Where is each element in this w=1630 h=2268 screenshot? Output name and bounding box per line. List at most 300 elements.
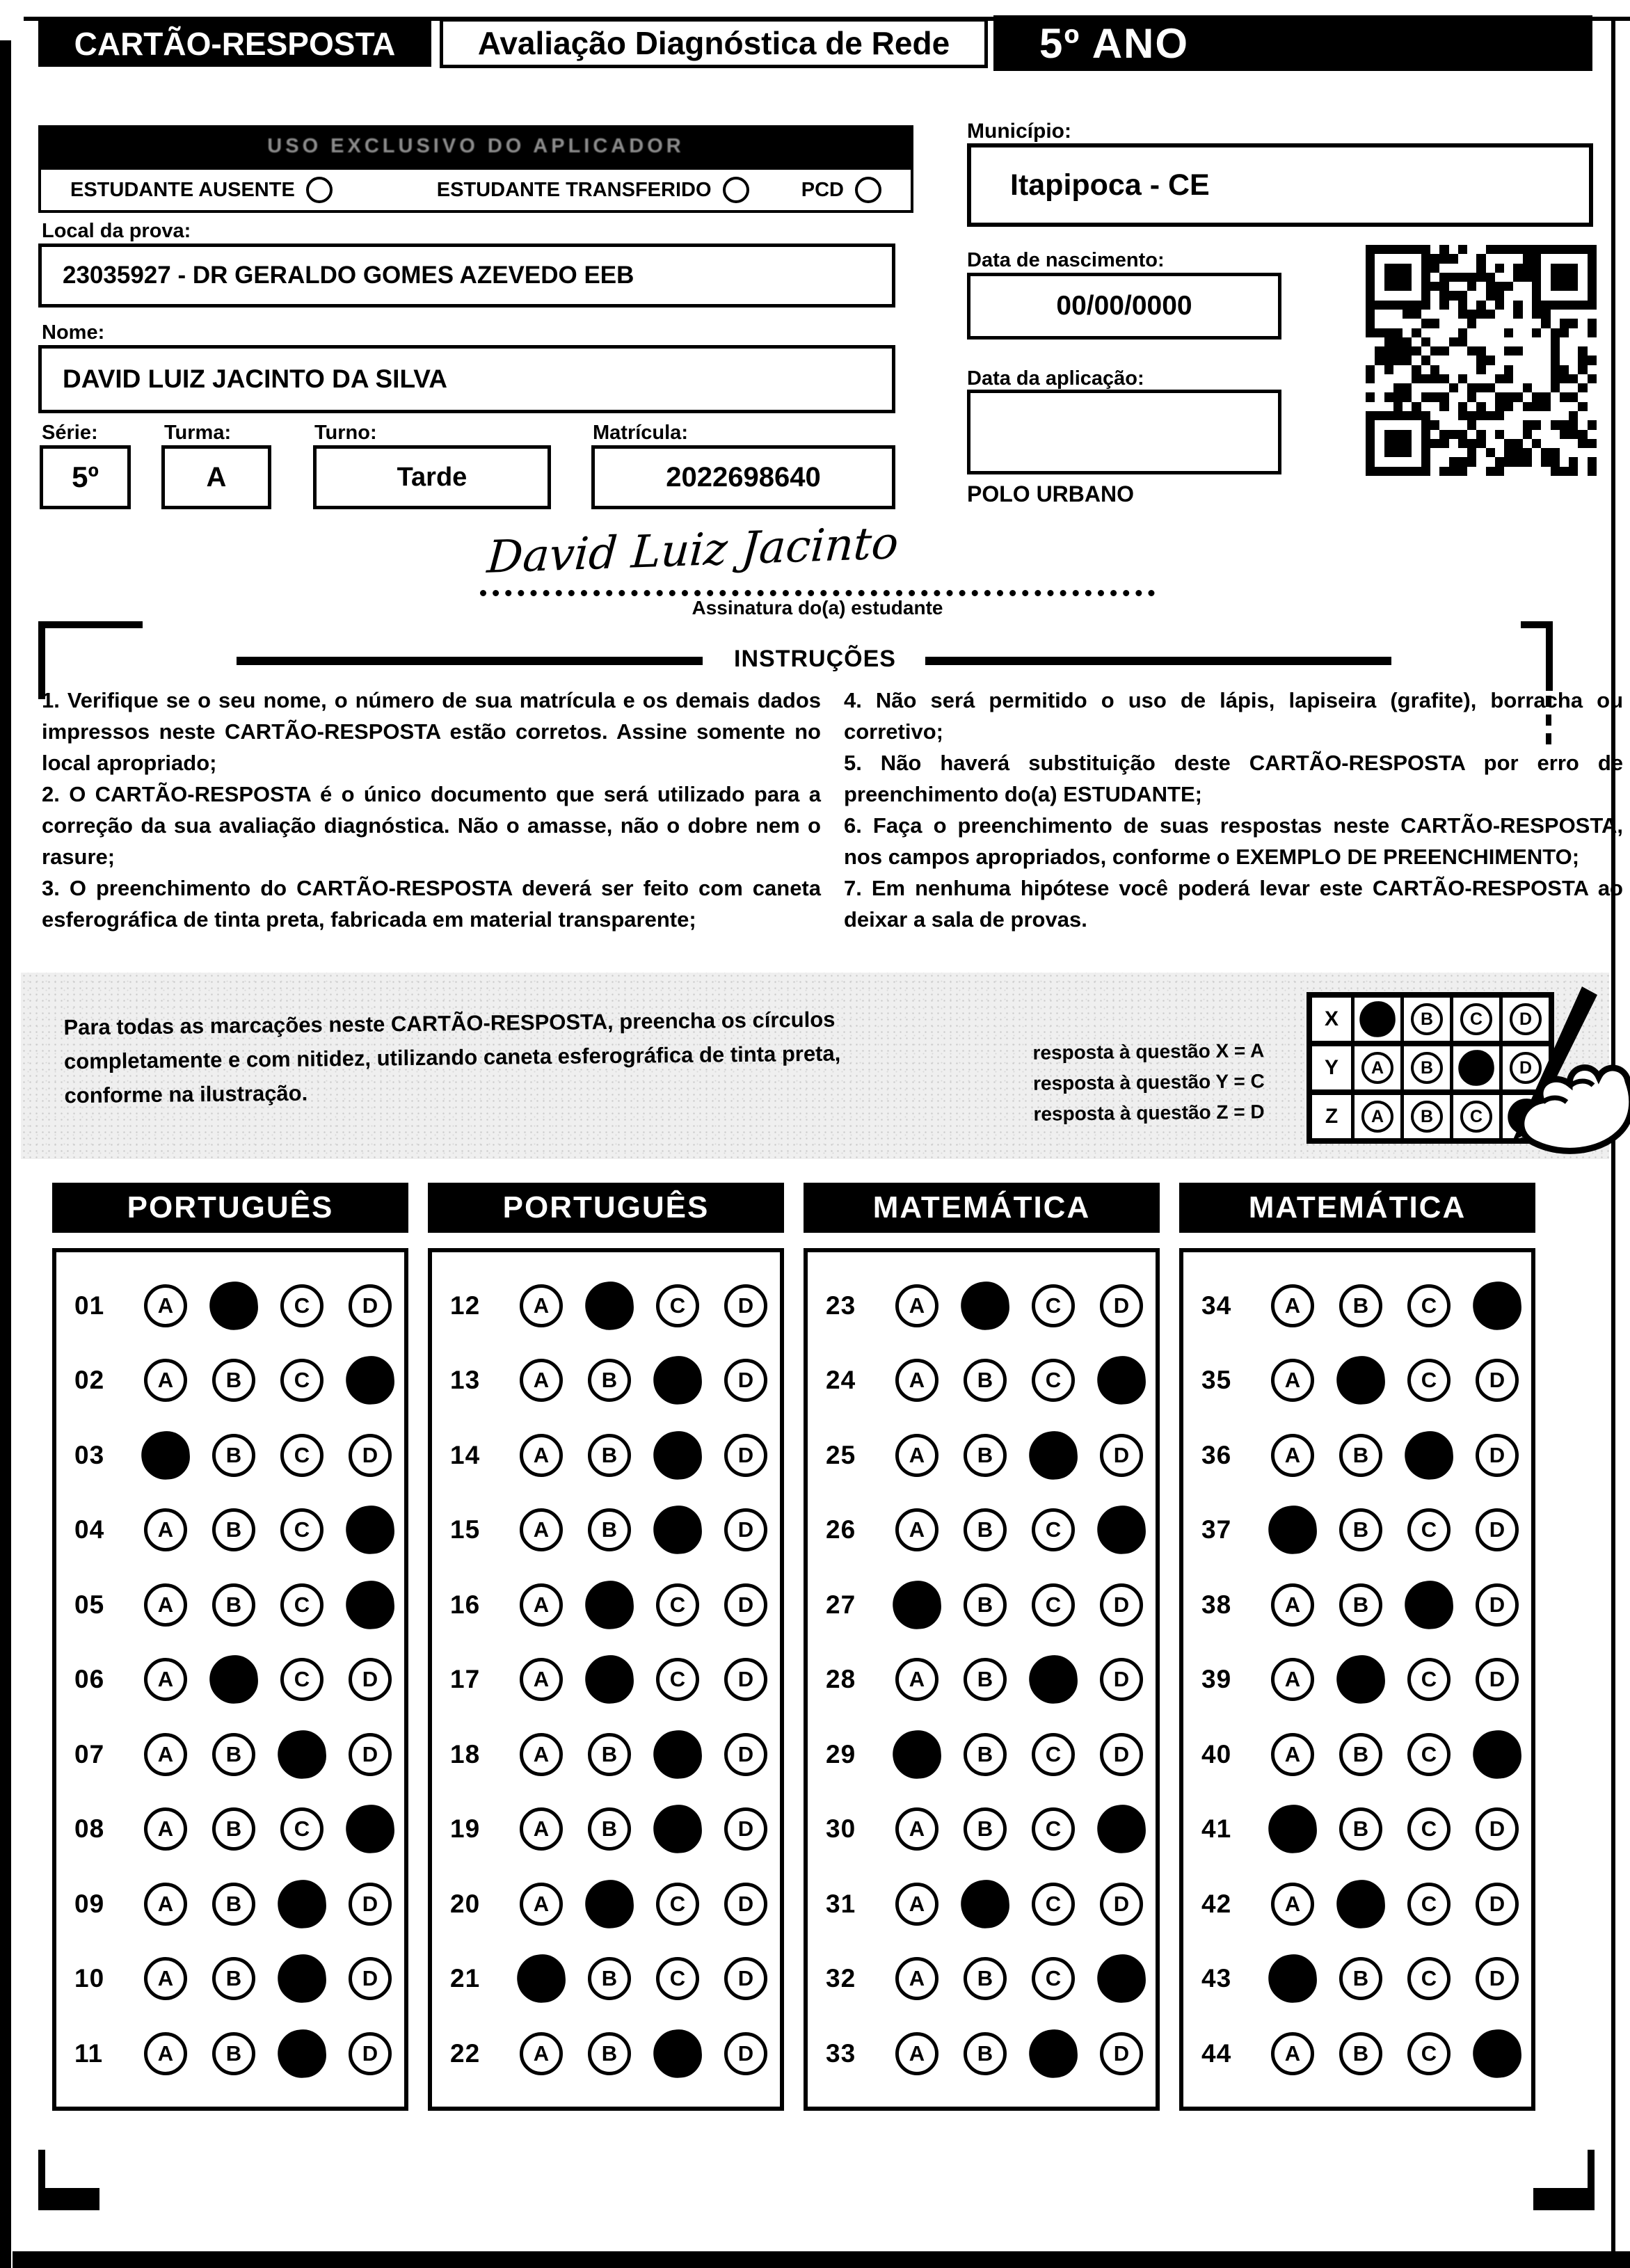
answer-bubble-09-D[interactable]: D [349, 1883, 392, 1926]
answer-bubble-17-B-filled[interactable] [583, 1653, 635, 1705]
answer-bubble-37-D[interactable]: D [1476, 1508, 1519, 1551]
qr-module [1393, 346, 1403, 356]
answer-bubble-03-C[interactable]: C [280, 1434, 323, 1477]
qr-module [1569, 402, 1578, 411]
answer-bubble-27-C[interactable]: C [1032, 1583, 1075, 1627]
qr-module [1569, 264, 1578, 273]
qr-module [1541, 337, 1550, 346]
answer-bubble-39-A[interactable]: A [1271, 1658, 1314, 1701]
answer-bubble-12-A[interactable]: A [520, 1284, 563, 1327]
answer-bubble-25-D[interactable]: D [1100, 1434, 1143, 1477]
answer-bubble-31-D[interactable]: D [1100, 1883, 1143, 1926]
answer-bubble-34-A[interactable]: A [1271, 1284, 1314, 1327]
answer-bubble-37-B[interactable]: B [1339, 1508, 1382, 1551]
answer-bubble-27-A-filled[interactable] [890, 1579, 943, 1631]
answer-bubble-13-A[interactable]: A [520, 1359, 563, 1402]
answer-bubble-26-D-filled[interactable] [1095, 1503, 1147, 1556]
qr-module [1541, 328, 1550, 337]
answer-bubble-42-C[interactable]: C [1407, 1883, 1451, 1926]
matricula-field: 2022698640 [591, 445, 895, 509]
answer-bubble-15-B[interactable]: B [588, 1508, 631, 1551]
qr-module [1551, 383, 1560, 392]
pcd-bubble[interactable] [855, 177, 881, 203]
answer-bubble-25-C-filled[interactable] [1027, 1429, 1079, 1481]
answer-bubble-04-A[interactable]: A [144, 1508, 187, 1551]
answer-bubble-10-D[interactable]: D [349, 1957, 392, 2000]
answer-bubble-16-B-filled[interactable] [583, 1579, 635, 1631]
answer-bubble-18-C-filled[interactable] [651, 1728, 703, 1780]
qr-module [1412, 310, 1421, 319]
answer-bubble-09-C-filled[interactable] [275, 1878, 328, 1930]
answer-bubble-15-C-filled[interactable] [651, 1503, 703, 1556]
answer-bubble-27-D[interactable]: D [1100, 1583, 1143, 1627]
qr-module [1560, 430, 1569, 439]
answer-bubble-08-B[interactable]: B [212, 1807, 255, 1851]
qr-module [1541, 319, 1550, 328]
answer-bubble-40-A[interactable]: A [1271, 1733, 1314, 1776]
answer-bubble-38-A[interactable]: A [1271, 1583, 1314, 1627]
answer-bubble-44-C[interactable]: C [1407, 2032, 1451, 2075]
qr-module [1523, 439, 1532, 448]
answer-bubble-42-D[interactable]: D [1476, 1883, 1519, 1926]
qr-module [1421, 439, 1430, 448]
qr-module [1458, 392, 1467, 401]
qr-module [1578, 411, 1587, 420]
answer-bubble-13-D[interactable]: D [724, 1359, 767, 1402]
answer-bubble-31-B-filled[interactable] [959, 1878, 1011, 1930]
qr-module [1588, 273, 1597, 282]
qr-module [1403, 301, 1412, 310]
qr-module [1560, 365, 1569, 374]
qr-module [1449, 346, 1458, 356]
answer-bubble-30-D-filled[interactable] [1095, 1803, 1147, 1855]
answer-bubble-27-B[interactable]: B [964, 1583, 1007, 1627]
answer-bubble-28-A[interactable]: A [895, 1658, 938, 1701]
answer-bubble-22-A[interactable]: A [520, 2032, 563, 2075]
answer-bubble-19-A[interactable]: A [520, 1807, 563, 1851]
question-row-22 [432, 2032, 780, 2075]
answer-bubble-22-D[interactable]: D [724, 2032, 767, 2075]
answer-bubble-23-D[interactable]: D [1100, 1284, 1143, 1327]
answer-bubble-28-B[interactable]: B [964, 1658, 1007, 1701]
qr-module [1421, 254, 1430, 263]
answer-bubble-44-D-filled[interactable] [1471, 2027, 1523, 2079]
qr-module [1569, 254, 1578, 263]
qr-module [1375, 365, 1384, 374]
answer-bubble-13-C-filled[interactable] [651, 1354, 703, 1406]
qr-module [1569, 273, 1578, 282]
qr-module [1569, 411, 1578, 420]
question-row-11 [56, 2032, 404, 2075]
qr-module [1523, 264, 1532, 273]
answer-bubble-41-A-filled[interactable] [1266, 1803, 1318, 1855]
qr-module [1403, 282, 1412, 291]
answer-bubble-07-D[interactable]: D [349, 1733, 392, 1776]
answer-bubble-06-D[interactable]: D [349, 1658, 392, 1701]
qr-module [1403, 254, 1412, 263]
qr-module [1366, 356, 1375, 365]
answer-bubble-33-C-filled[interactable] [1027, 2027, 1079, 2079]
answer-bubble-38-B[interactable]: B [1339, 1583, 1382, 1627]
question-number: 44 [1201, 2038, 1232, 2068]
qr-module [1486, 264, 1495, 273]
answer-bubble-41-C[interactable]: C [1407, 1807, 1451, 1851]
answer-bubble-35-A[interactable]: A [1271, 1359, 1314, 1402]
answer-bubble-21-A-filled[interactable] [515, 1952, 567, 2004]
answer-bubble-31-A[interactable]: A [895, 1883, 938, 1926]
qr-module [1458, 365, 1467, 374]
answer-bubble-18-D[interactable]: D [724, 1733, 767, 1776]
answer-bubble-28-C-filled[interactable] [1027, 1653, 1079, 1705]
answer-bubble-02-B[interactable]: B [212, 1359, 255, 1402]
answer-bubble-08-D-filled[interactable] [344, 1803, 396, 1855]
answer-bubble-21-D[interactable]: D [724, 1957, 767, 2000]
answer-bubble-20-A[interactable]: A [520, 1883, 563, 1926]
answer-bubble-21-C[interactable]: C [656, 1957, 699, 2000]
answer-bubble-19-C-filled[interactable] [651, 1803, 703, 1855]
qr-module [1467, 346, 1476, 356]
qr-module [1569, 346, 1578, 356]
answer-bubble-33-D[interactable]: D [1100, 2032, 1143, 2075]
qr-module [1430, 328, 1439, 337]
answer-bubble-04-B[interactable]: B [212, 1508, 255, 1551]
qr-module [1532, 365, 1541, 374]
answer-bubble-01-C[interactable]: C [280, 1284, 323, 1327]
answer-bubble-01-A[interactable]: A [144, 1284, 187, 1327]
question-number: 22 [450, 2038, 481, 2068]
answer-bubble-02-A[interactable]: A [144, 1359, 187, 1402]
qr-module [1486, 420, 1495, 429]
answer-bubble-28-D[interactable]: D [1100, 1658, 1143, 1701]
answer-bubble-20-B-filled[interactable] [583, 1878, 635, 1930]
qr-module [1541, 245, 1550, 254]
qr-module [1449, 319, 1458, 328]
answer-bubble-41-B[interactable]: B [1339, 1807, 1382, 1851]
answer-bubble-29-A-filled[interactable] [890, 1728, 943, 1780]
answer-bubble-29-B[interactable]: B [964, 1733, 1007, 1776]
answer-bubble-10-A[interactable]: A [144, 1957, 187, 2000]
answer-bubble-20-C[interactable]: C [656, 1883, 699, 1926]
answer-bubble-38-C-filled[interactable] [1403, 1579, 1455, 1631]
answer-bubble-22-C-filled[interactable] [651, 2027, 703, 2079]
answer-bubble-12-B-filled[interactable] [583, 1279, 635, 1332]
answer-bubble-11-A[interactable]: A [144, 2032, 187, 2075]
answer-bubble-34-B[interactable]: B [1339, 1284, 1382, 1327]
answer-bubble-23-C[interactable]: C [1032, 1284, 1075, 1327]
answer-bubble-37-C[interactable]: C [1407, 1508, 1451, 1551]
qr-module [1366, 319, 1375, 328]
answer-bubble-14-A[interactable]: A [520, 1434, 563, 1477]
qr-module [1495, 301, 1504, 310]
qr-module [1495, 365, 1504, 374]
answer-bubble-16-C[interactable]: C [656, 1583, 699, 1627]
qr-module [1532, 374, 1541, 383]
answer-bubble-10-B[interactable]: B [212, 1957, 255, 2000]
answer-bubble-30-C[interactable]: C [1032, 1807, 1075, 1851]
answer-bubble-08-C[interactable]: C [280, 1807, 323, 1851]
answer-bubble-33-B[interactable]: B [964, 2032, 1007, 2075]
qr-module [1551, 301, 1560, 310]
qr-module [1569, 420, 1578, 429]
answer-bubble-09-A[interactable]: A [144, 1883, 187, 1926]
answer-bubble-05-C[interactable]: C [280, 1583, 323, 1627]
answer-bubble-42-B-filled[interactable] [1334, 1878, 1387, 1930]
qr-module [1588, 319, 1597, 328]
qr-module [1541, 301, 1550, 310]
qr-module [1393, 328, 1403, 337]
answer-bubble-03-B[interactable]: B [212, 1434, 255, 1477]
qr-module [1476, 273, 1485, 282]
answer-bubble-05-A[interactable]: A [144, 1583, 187, 1627]
answer-bubble-14-B[interactable]: B [588, 1434, 631, 1477]
qr-module [1578, 392, 1587, 401]
answer-bubble-21-B[interactable]: B [588, 1957, 631, 2000]
qr-module [1504, 254, 1513, 263]
answer-bubble-14-D[interactable]: D [724, 1434, 767, 1477]
answer-bubble-32-D-filled[interactable] [1095, 1952, 1147, 2004]
answer-bubble-26-A[interactable]: A [895, 1508, 938, 1551]
qr-module [1569, 291, 1578, 300]
answer-bubble-29-D[interactable]: D [1100, 1733, 1143, 1776]
answer-bubble-40-D-filled[interactable] [1471, 1728, 1523, 1780]
answer-bubble-06-A[interactable]: A [144, 1658, 187, 1701]
answer-bubble-11-D[interactable]: D [349, 2032, 392, 2075]
answer-bubble-23-A[interactable]: A [895, 1284, 938, 1327]
answer-bubble-43-C[interactable]: C [1407, 1957, 1451, 2000]
answer-bubble-22-B[interactable]: B [588, 2032, 631, 2075]
answer-bubble-33-A[interactable]: A [895, 2032, 938, 2075]
answer-bubble-04-D-filled[interactable] [344, 1503, 396, 1556]
example-cell [1351, 998, 1400, 1041]
qr-module [1384, 254, 1393, 263]
qr-module [1551, 337, 1560, 346]
answer-bubble-17-D[interactable]: D [724, 1658, 767, 1701]
serie-field: 5º [40, 445, 131, 509]
answer-bubble-26-B[interactable]: B [964, 1508, 1007, 1551]
answer-bubble-44-A[interactable]: A [1271, 2032, 1314, 2075]
answer-bubble-32-A[interactable]: A [895, 1957, 938, 2000]
answer-bubble-43-A-filled[interactable] [1266, 1952, 1318, 2004]
qr-module [1458, 301, 1467, 310]
answer-bubble-05-B[interactable]: B [212, 1583, 255, 1627]
question-row-09 [56, 1883, 404, 1926]
answer-bubble-07-A[interactable]: A [144, 1733, 187, 1776]
example-bubble-X-B: B [1411, 1003, 1443, 1035]
example-row-label: X [1312, 998, 1351, 1041]
answer-bubble-17-C[interactable]: C [656, 1658, 699, 1701]
qr-module [1560, 337, 1569, 346]
answer-bubble-25-B[interactable]: B [964, 1434, 1007, 1477]
qr-module [1504, 467, 1513, 476]
qr-module [1569, 374, 1578, 383]
question-row-38 [1183, 1583, 1531, 1627]
answer-bubble-23-B-filled[interactable] [959, 1279, 1011, 1332]
question-row-15 [432, 1508, 780, 1551]
qr-module [1541, 392, 1550, 401]
question-row-06 [56, 1658, 404, 1701]
answer-bubble-41-D[interactable]: D [1476, 1807, 1519, 1851]
answer-bubble-43-D[interactable]: D [1476, 1957, 1519, 2000]
answer-bubble-15-D[interactable]: D [724, 1508, 767, 1551]
answer-bubble-24-A[interactable]: A [895, 1359, 938, 1402]
answer-bubble-24-B[interactable]: B [964, 1359, 1007, 1402]
answer-bubble-24-C[interactable]: C [1032, 1359, 1075, 1402]
answer-bubble-39-B-filled[interactable] [1334, 1653, 1387, 1705]
qr-module [1513, 467, 1522, 476]
answer-bubble-36-A[interactable]: A [1271, 1434, 1314, 1477]
qr-module [1430, 301, 1439, 310]
qr-module [1439, 310, 1448, 319]
qr-module [1513, 245, 1522, 254]
question-number: 38 [1201, 1590, 1232, 1619]
qr-module [1532, 273, 1541, 282]
answer-bubble-30-B[interactable]: B [964, 1807, 1007, 1851]
answer-bubble-39-D[interactable]: D [1476, 1658, 1519, 1701]
turma-field: A [161, 445, 271, 509]
qr-module [1412, 420, 1421, 429]
answer-bubble-08-A[interactable]: A [144, 1807, 187, 1851]
answer-bubble-18-B[interactable]: B [588, 1733, 631, 1776]
qr-module [1449, 467, 1458, 476]
answer-bubble-29-C[interactable]: C [1032, 1733, 1075, 1776]
answer-bubble-44-B[interactable]: B [1339, 2032, 1382, 2075]
qr-module [1560, 328, 1569, 337]
answer-bubble-06-B-filled[interactable] [207, 1653, 259, 1705]
answer-bubble-26-C[interactable]: C [1032, 1508, 1075, 1551]
answer-bubble-34-D-filled[interactable] [1471, 1279, 1523, 1332]
answer-bubble-40-B[interactable]: B [1339, 1733, 1382, 1776]
answer-bubble-13-B[interactable]: B [588, 1359, 631, 1402]
answer-bubble-19-D[interactable]: D [724, 1807, 767, 1851]
qr-module [1513, 402, 1522, 411]
example-row-label: Y [1312, 1046, 1351, 1089]
answer-bubble-04-C[interactable]: C [280, 1508, 323, 1551]
transferido-bubble[interactable] [723, 177, 749, 203]
answer-bubble-36-C-filled[interactable] [1403, 1429, 1455, 1481]
answer-bubble-38-D[interactable]: D [1476, 1583, 1519, 1627]
answer-bubble-25-A[interactable]: A [895, 1434, 938, 1477]
qr-module [1366, 273, 1375, 282]
answer-bubble-18-A[interactable]: A [520, 1733, 563, 1776]
answer-bubble-12-C[interactable]: C [656, 1284, 699, 1327]
answer-bubble-19-B[interactable]: B [588, 1807, 631, 1851]
qr-module [1421, 337, 1430, 346]
qr-module [1588, 310, 1597, 319]
answer-bubble-34-C[interactable]: C [1407, 1284, 1451, 1327]
qr-module [1430, 273, 1439, 282]
answer-bubble-30-A[interactable]: A [895, 1807, 938, 1851]
answer-bubble-11-B[interactable]: B [212, 2032, 255, 2075]
answer-bubble-36-D[interactable]: D [1476, 1434, 1519, 1477]
example-cell [1400, 998, 1450, 1041]
answer-bubble-37-A-filled[interactable] [1266, 1503, 1318, 1556]
answer-bubble-17-A[interactable]: A [520, 1658, 563, 1701]
answer-bubble-02-C[interactable]: C [280, 1359, 323, 1402]
answer-bubble-14-C-filled[interactable] [651, 1429, 703, 1481]
answer-bubble-16-D[interactable]: D [724, 1583, 767, 1627]
answer-bubble-12-D[interactable]: D [724, 1284, 767, 1327]
answer-bubble-06-C[interactable]: C [280, 1658, 323, 1701]
qr-module [1476, 457, 1485, 466]
qr-module [1551, 291, 1560, 300]
qr-module [1504, 374, 1513, 383]
answer-bubble-11-C-filled[interactable] [275, 2027, 328, 2079]
answer-bubble-32-C[interactable]: C [1032, 1957, 1075, 2000]
qr-module [1375, 374, 1384, 383]
answer-bubble-35-B-filled[interactable] [1334, 1354, 1387, 1406]
question-number: 35 [1201, 1366, 1232, 1394]
qr-module [1486, 319, 1495, 328]
question-number: 43 [1201, 1964, 1232, 1993]
answer-bubble-01-B-filled[interactable] [207, 1279, 259, 1332]
qr-module [1569, 282, 1578, 291]
qr-module [1366, 301, 1375, 310]
answer-bubble-07-B[interactable]: B [212, 1733, 255, 1776]
qr-module [1375, 402, 1384, 411]
qr-module [1532, 310, 1541, 319]
answer-bubble-03-D[interactable]: D [349, 1434, 392, 1477]
question-row-27 [808, 1583, 1156, 1627]
qr-module [1578, 402, 1587, 411]
card-title: CARTÃO-RESPOSTA [38, 21, 431, 67]
qr-module [1551, 420, 1560, 429]
answer-bubble-32-B[interactable]: B [964, 1957, 1007, 2000]
answer-bubble-42-A[interactable]: A [1271, 1883, 1314, 1926]
qr-module [1476, 420, 1485, 429]
qr-module [1495, 430, 1504, 439]
qr-module [1458, 310, 1467, 319]
answer-bubble-31-C[interactable]: C [1032, 1883, 1075, 1926]
qr-module [1421, 282, 1430, 291]
qr-module [1532, 319, 1541, 328]
answer-bubble-07-C-filled[interactable] [275, 1728, 328, 1780]
answer-bubble-16-A[interactable]: A [520, 1583, 563, 1627]
qr-module [1403, 411, 1412, 420]
qr-module [1412, 383, 1421, 392]
answer-bubble-05-D-filled[interactable] [344, 1579, 396, 1631]
qr-module [1495, 328, 1504, 337]
answer-bubble-01-D[interactable]: D [349, 1284, 392, 1327]
qr-module [1551, 356, 1560, 365]
exam-title: Avaliação Diagnóstica de Rede [440, 18, 988, 68]
answer-bubble-03-A-filled[interactable] [139, 1429, 191, 1481]
qr-module [1430, 264, 1439, 273]
answer-bubble-15-A[interactable]: A [520, 1508, 563, 1551]
qr-module [1403, 291, 1412, 300]
answer-bubble-36-B[interactable]: B [1339, 1434, 1382, 1477]
qr-module [1588, 439, 1597, 448]
answer-bubble-39-C[interactable]: C [1407, 1658, 1451, 1701]
answer-bubble-02-D-filled[interactable] [344, 1354, 396, 1406]
qr-module [1504, 337, 1513, 346]
answer-bubble-40-C[interactable]: C [1407, 1733, 1451, 1776]
qr-module [1439, 365, 1448, 374]
answer-bubble-09-B[interactable]: B [212, 1883, 255, 1926]
answer-bubble-43-B[interactable]: B [1339, 1957, 1382, 2000]
ausente-bubble[interactable] [306, 177, 333, 203]
qr-module [1449, 411, 1458, 420]
qr-module [1375, 430, 1384, 439]
qr-module [1541, 273, 1550, 282]
qr-module [1560, 282, 1569, 291]
answer-bubble-10-C-filled[interactable] [275, 1952, 328, 2004]
answer-bubble-35-D[interactable]: D [1476, 1359, 1519, 1402]
qr-module [1523, 457, 1532, 466]
answer-bubble-24-D-filled[interactable] [1095, 1354, 1147, 1406]
answer-bubble-35-C[interactable]: C [1407, 1359, 1451, 1402]
answer-bubble-20-D[interactable]: D [724, 1883, 767, 1926]
qr-module [1504, 346, 1513, 356]
